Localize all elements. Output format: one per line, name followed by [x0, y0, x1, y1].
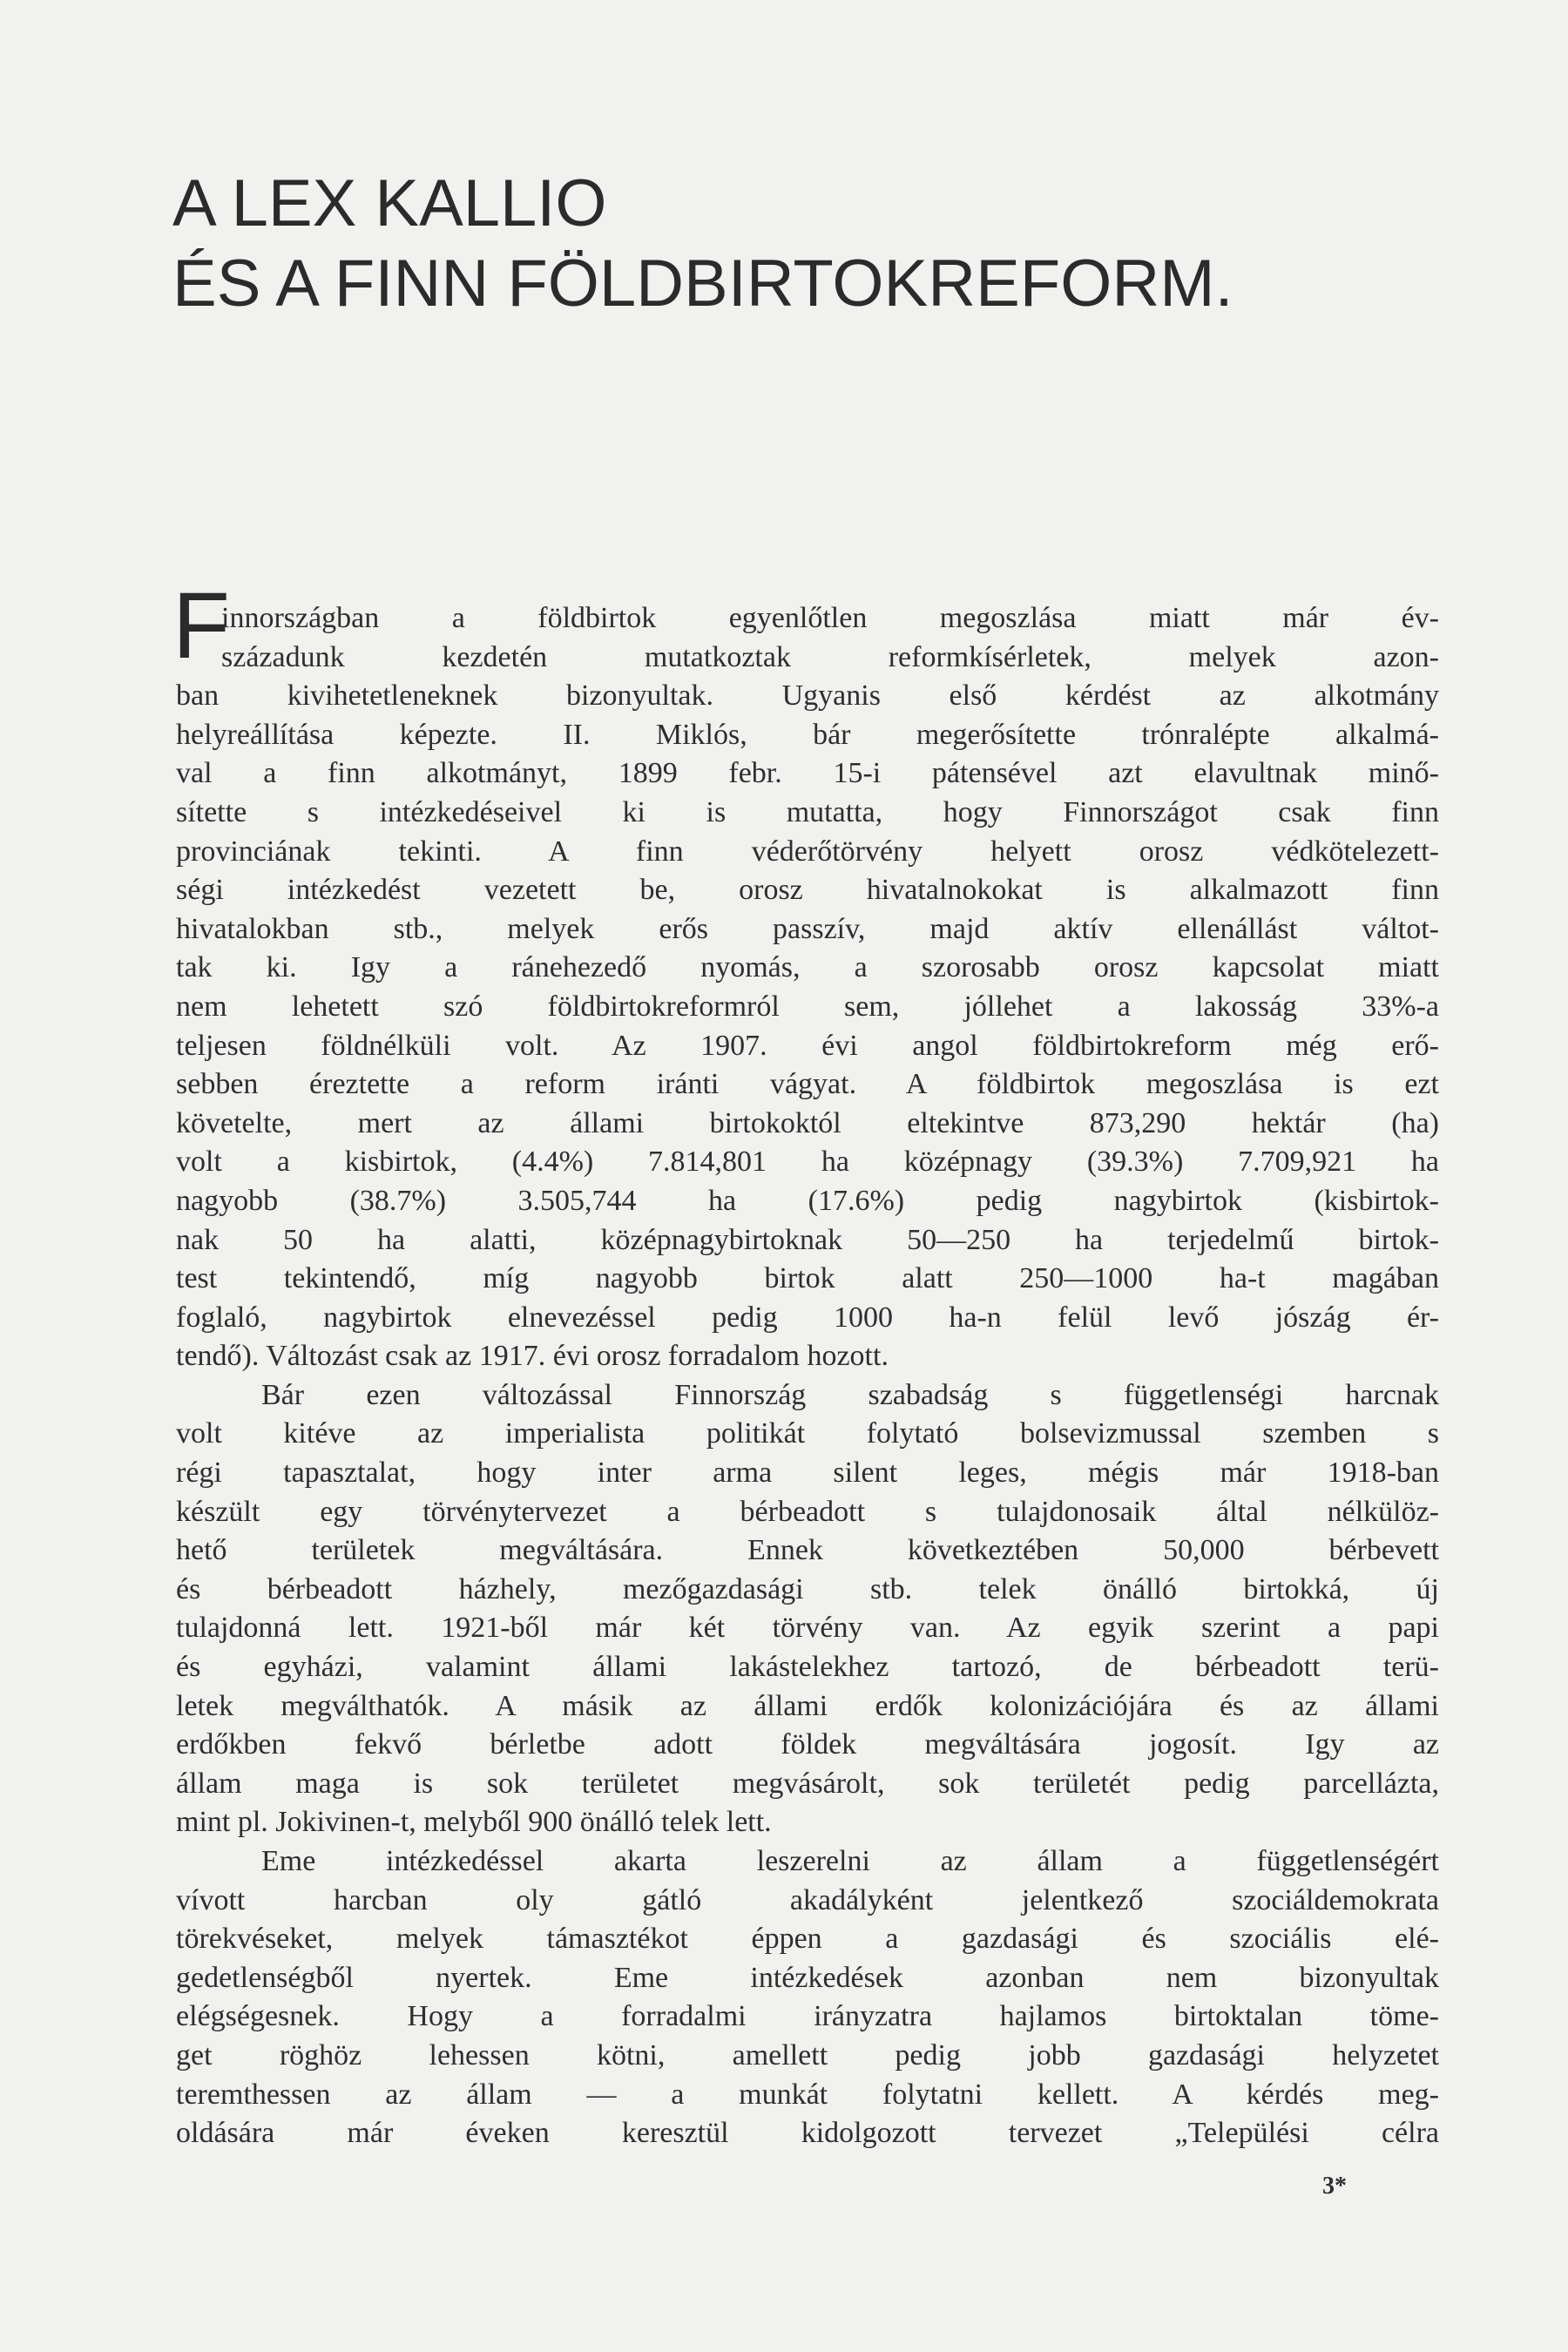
- text-line: készült egy törvénytervezet a bérbeadott s tulajdonosaik által nélkülöz-: [176, 1495, 1439, 1528]
- text-line: tendő). Változást csak az 1917. évi orosz forradalom hozott.: [176, 1340, 889, 1373]
- text-line: nak 50 ha alatti, középnagybirtoknak 50—250 ha terjedelmű birtok-: [176, 1223, 1439, 1256]
- drop-cap: F: [172, 572, 230, 678]
- text-line: test tekintendő, míg nagyobb birtok alatt 250—1000 ha-t magában: [176, 1262, 1439, 1295]
- text-line: get röghöz lehessen kötni, amellett pedig jobb gazdasági helyzetet: [176, 2038, 1439, 2072]
- text-line: ban kivihetetleneknek bizonyultak. Ugyanis első kérdést az alkotmány: [176, 679, 1439, 713]
- text-line: helyreállítása képezte. II. Miklós, bár megerősítette trónralépte alkalmá-: [176, 718, 1439, 751]
- text-line: Eme intézkedéssel akarta leszerelni az állam a függetlenségért: [261, 1845, 1439, 1877]
- text-line: nem lehetett szó földbirtokreformról sem, jóllehet a lakosság 33%-a: [176, 990, 1439, 1023]
- article-body: [176, 599, 1439, 2153]
- text-line: Bár ezen változással Finnország szabadság s függetlenségi harcnak: [261, 1378, 1439, 1411]
- text-line: letek megválthatók. A másik az állami erdők kolonizációjára és az állami: [176, 1689, 1439, 1722]
- text-line: nagyobb (38.7%) 3.505,744 ha (17.6%) pedig nagybirtok (kisbirtok-: [176, 1184, 1439, 1217]
- title-line-2: ÉS A FINN FÖLDBIRTOKREFORM.: [172, 247, 1233, 321]
- page-number: 3*: [1322, 2173, 1347, 2200]
- text-line: és bérbeadott házhely, mezőgazdasági stb. telek önálló birtokká, új: [176, 1572, 1439, 1605]
- text-line: volt a kisbirtok, (4.4%) 7.814,801 ha középnagy (39.3%) 7.709,921 ha: [176, 1146, 1439, 1179]
- text-line: innországban a földbirtok egyenlőtlen megoszlása miatt már év-: [221, 602, 1439, 634]
- text-line: és egyházi, valamint állami lakástelekhez tartozó, de bérbeadott terü-: [176, 1651, 1439, 1684]
- text-line: mint pl. Jokivinen-t, melyből 900 önálló telek lett.: [176, 1806, 772, 1839]
- text-line: erdőkben fekvő bérletbe adott földek megváltására jogosít. Igy az: [176, 1728, 1439, 1761]
- article-title: [172, 164, 1233, 324]
- text-line: teljesen földnélküli volt. Az 1907. évi angol földbirtokreform még erő-: [176, 1029, 1439, 1062]
- text-line: oldására már éveken keresztül kidolgozott tervezet „Települési célra: [176, 2117, 1439, 2150]
- text-line: régi tapasztalat, hogy inter arma silent leges, mégis már 1918-ban: [176, 1456, 1439, 1490]
- text-line: foglaló, nagybirtok elnevezéssel pedig 1000 ha-n felül levő jószág ér-: [176, 1301, 1439, 1334]
- text-line: sebben éreztette a reform iránti vágyat. A földbirtok megoszlása is ezt: [176, 1068, 1439, 1101]
- text-line: hető területek megváltására. Ennek következtében 50,000 bérbevett: [176, 1534, 1439, 1567]
- text-line: állam maga is sok területet megvásárolt, sok területét pedig parcellázta,: [176, 1767, 1439, 1800]
- text-line: tulajdonná lett. 1921-ből már két törvény van. Az egyik szerint a papi: [176, 1612, 1439, 1645]
- text-line: gedetlenségből nyertek. Eme intézkedések azonban nem bizonyultak: [176, 1961, 1439, 1994]
- text-line: századunk kezdetén mutatkoztak reformkísérletek, melyek azon-: [221, 640, 1439, 673]
- text-line: törekvéseket, melyek támasztékot éppen a gazdasági és szociális elé-: [176, 1923, 1439, 1956]
- text-line: tak ki. Igy a ránehezedő nyomás, a szorosabb orosz kapcsolat miatt: [176, 951, 1439, 984]
- text-line: provinciának tekinti. A finn véderőtörvény helyett orosz védkötelezett-: [176, 835, 1439, 868]
- text-line: sítette s intézkedéseivel ki is mutatta, hogy Finnországot csak finn: [176, 795, 1439, 828]
- text-line: ségi intézkedést vezetett be, orosz hivatalnokokat is alkalmazott finn: [176, 874, 1439, 907]
- text-line: vívott harcban oly gátló akadályként jelentkező szociáldemokrata: [176, 1883, 1439, 1916]
- text-line: volt kitéve az imperialista politikát folytató bolsevizmussal szemben s: [176, 1417, 1439, 1450]
- text-line: követelte, mert az állami birtokoktól eltekintve 873,290 hektár (ha): [176, 1106, 1439, 1139]
- text-line: hivatalokban stb., melyek erős passzív, majd aktív ellenállást váltot-: [176, 912, 1439, 945]
- title-line-1: A LEX KALLIO: [172, 166, 607, 240]
- text-line: teremthessen az állam — a munkát folytatni kellett. A kérdés meg-: [176, 2078, 1439, 2111]
- text-line: val a finn alkotmányt, 1899 febr. 15-i pátensével azt elavultnak minő-: [176, 757, 1439, 790]
- text-line: elégségesnek. Hogy a forradalmi irányzatra hajlamos birtoktalan töme-: [176, 2000, 1439, 2033]
